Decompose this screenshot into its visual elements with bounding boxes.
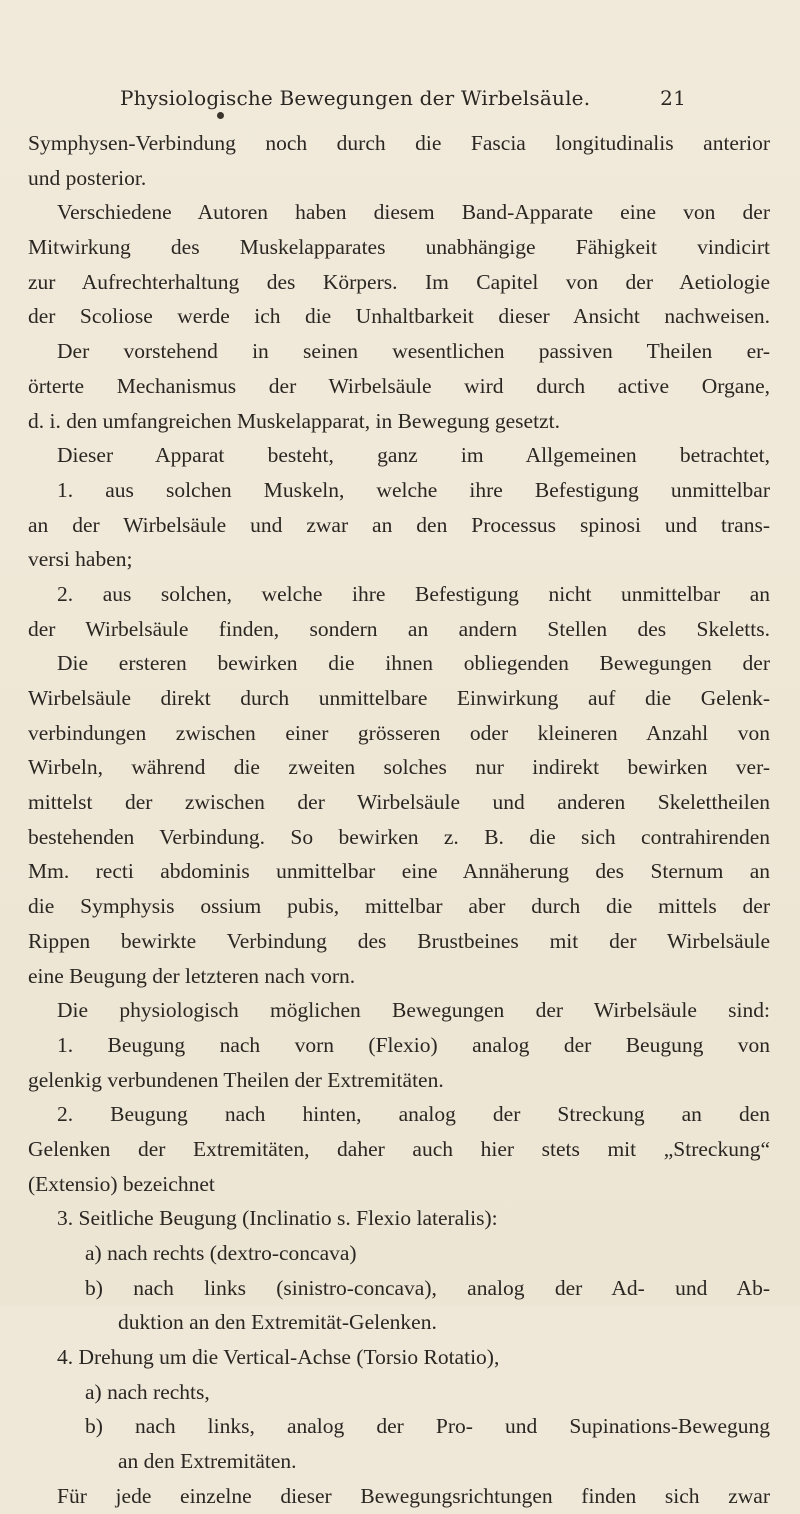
text-line: Der vorstehend in seinen wesentlichen passiven Theilen er- <box>57 339 770 364</box>
text-line: gelenkig verbundenen Theilen der Extremitäten. <box>28 1067 444 1092</box>
text-line: an den Extremitäten. <box>118 1449 297 1474</box>
text-line: Wirbeln, während die zweiten solches nur indirekt bewirken ver- <box>28 755 770 780</box>
text-line: 1. aus solchen Muskeln, welche ihre Befestigung unmittelbar <box>57 477 770 502</box>
text-line: b) nach links (sinistro-concava), analog der Ad- und Ab- <box>85 1275 770 1300</box>
text-line: der Wirbelsäule finden, sondern an andern Stellen des Skeletts. <box>28 616 770 641</box>
text-line: 1. Beugung nach vorn (Flexio) analog der Beugung von <box>57 1032 770 1057</box>
text-line: a) nach rechts, <box>85 1379 210 1404</box>
text-line: an der Wirbelsäule und zwar an den Processus spinosi und trans- <box>28 512 770 537</box>
text-line: Mm. recti abdominis unmittelbar eine Annäherung des Sternum an <box>28 859 770 884</box>
text-line: verbindungen zwischen einer grösseren oder kleineren Anzahl von <box>28 720 770 745</box>
text-line: und posterior. <box>28 165 147 190</box>
running-head <box>120 86 686 110</box>
text-line: Gelenken der Extremitäten, daher auch hier stets mit „Streckung“ <box>28 1136 770 1161</box>
text-line: 4. Drehung um die Vertical-Achse (Torsio Rotatio), <box>57 1345 500 1370</box>
text-line: b) nach links, analog der Pro- und Supinations-Bewegung <box>85 1414 770 1439</box>
text-line: örterte Mechanismus der Wirbelsäule wird durch active Organe, <box>28 373 770 398</box>
page-number: 21 <box>660 86 686 110</box>
text-line: Wirbelsäule direkt durch unmittelbare Einwirkung auf die Gelenk- <box>28 686 770 710</box>
text-line: (Extensio) bezeichnet <box>28 1171 215 1196</box>
text-line: 2. Beugung nach hinten, analog der Streckung an den <box>57 1102 770 1127</box>
text-line: der Scoliose werde ich die Unhaltbarkeit dieser Ansicht nachweisen. <box>28 304 770 329</box>
text-line: bestehenden Verbindung. So bewirken z. B. die sich contrahirenden <box>28 824 770 849</box>
text-line: 3. Seitliche Beugung (Inclinatio s. Flexio lateralis): <box>57 1206 498 1231</box>
text-line: d. i. den umfangreichen Muskelapparat, in Bewegung gesetzt. <box>28 408 560 433</box>
text-line: mittelst der zwischen der Wirbelsäule und anderen Skelettheilen <box>28 790 770 815</box>
ink-dot-ornament <box>217 112 224 119</box>
body-text <box>28 126 770 1514</box>
text-line: 2. aus solchen, welche ihre Befestigung nicht unmittelbar an <box>57 581 770 606</box>
text-line: Dieser Apparat besteht, ganz im Allgemeinen betrachtet, <box>57 443 770 468</box>
text-line: Die physiologisch möglichen Bewegungen der Wirbelsäule sind: <box>57 998 770 1023</box>
text-line: versi haben; <box>28 547 133 572</box>
text-line: a) nach rechts (dextro-concava) <box>85 1241 357 1265</box>
text-line: Mitwirkung des Muskelapparates unabhängige Fähigkeit vindicirt <box>28 235 770 260</box>
text-line: Rippen bewirkte Verbindung des Brustbeines mit der Wirbelsäule <box>28 928 770 953</box>
text-line: Für jede einzelne dieser Bewegungsrichtungen finden sich zwar <box>57 1483 770 1508</box>
text-line: Die ersteren bewirken die ihnen obliegenden Bewegungen der <box>57 651 770 676</box>
text-line: eine Beugung der letzteren nach vorn. <box>28 963 356 988</box>
text-line: duktion an den Extremität-Gelenken. <box>118 1310 437 1335</box>
text-line: die Symphysis ossium pubis, mittelbar aber durch die mittels der <box>28 894 770 919</box>
text-line: Verschiedene Autoren haben diesem Band-Apparate eine von der <box>57 200 770 225</box>
running-head-title: Physiologische Bewegungen der Wirbelsäule. <box>120 86 591 110</box>
text-line: Symphysen-Verbindung noch durch die Fascia longitudinalis anterior <box>28 131 770 155</box>
text-line: zur Aufrechterhaltung des Körpers. Im Capitel von der Aetiologie <box>28 269 770 294</box>
